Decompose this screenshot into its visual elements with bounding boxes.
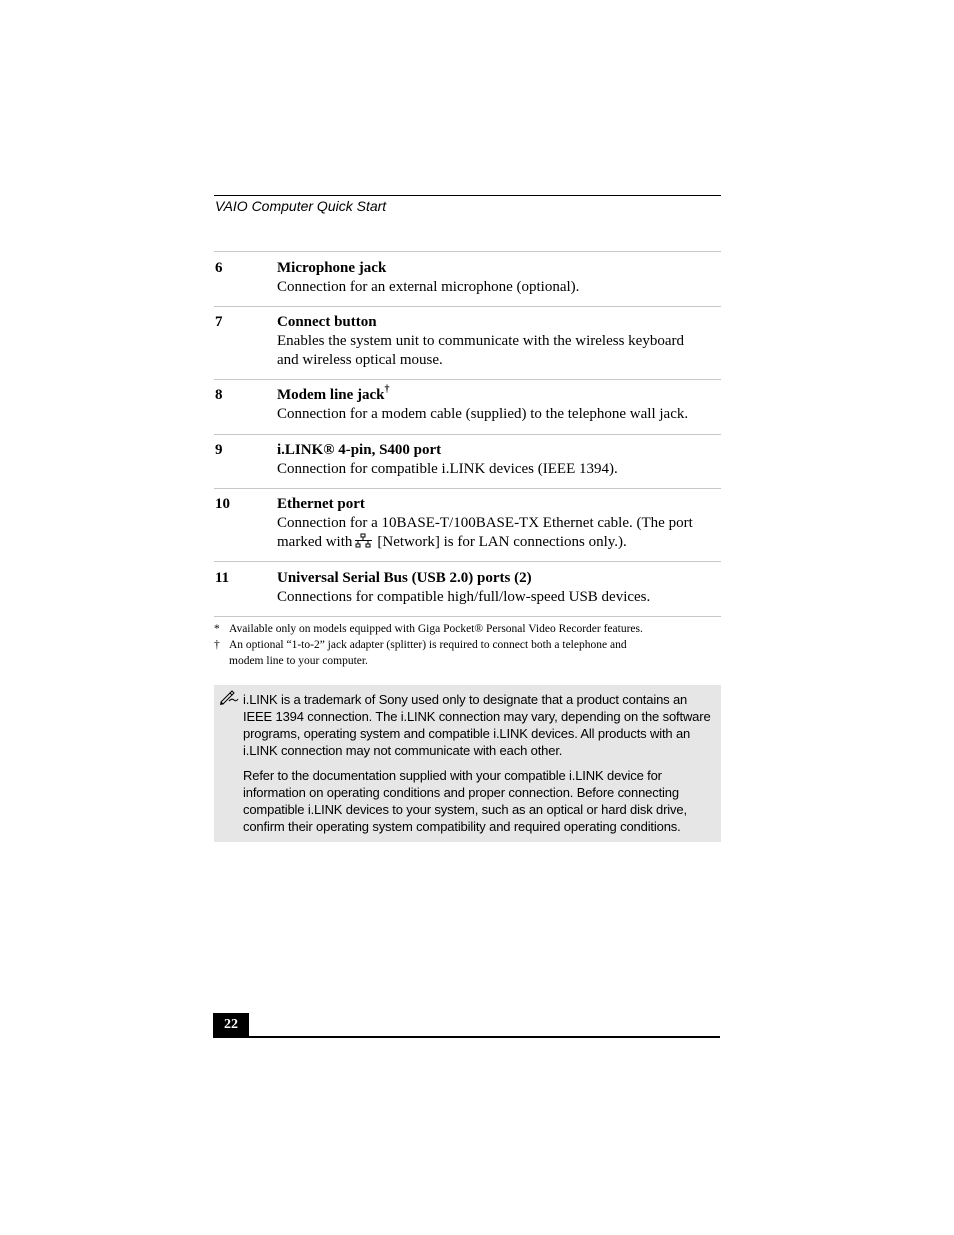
item-title	[277, 386, 715, 405]
item-title: Connect button	[277, 314, 377, 330]
note-line: IEEE 1394 connection. The i.LINK connection may vary, depending on the software	[243, 709, 711, 724]
page-number: 22	[213, 1013, 249, 1037]
note-line: i.LINK is a trademark of Sony used only to designate that a product contains an	[243, 692, 688, 707]
network-icon	[354, 533, 373, 549]
footnote-mark: *	[214, 623, 220, 635]
item-content	[277, 441, 715, 479]
item-title: Universal Serial Bus (USB 2.0) ports (2)	[277, 570, 532, 586]
item-title: Ethernet port	[277, 496, 365, 512]
item-number: 9	[215, 442, 223, 458]
footnotes	[214, 621, 721, 669]
footnote	[214, 637, 721, 669]
footnote-line: modem line to your computer.	[229, 655, 368, 667]
pencil-note-icon	[219, 689, 239, 705]
note-text	[243, 691, 713, 843]
note-line: programs, operating system and compatible i.LINK devices. All products with an	[243, 726, 691, 741]
note-line: confirm their operating system compatibility and required operating conditions.	[243, 819, 681, 834]
item-description-line: Connection for a 10BASE-T/100BASE-TX Ethernet cable. (The port	[277, 515, 693, 531]
item-content	[277, 386, 715, 424]
table-row	[214, 435, 721, 489]
text-after-icon: [Network] is for LAN connections only.).	[377, 534, 627, 550]
table-row	[214, 252, 721, 307]
table-row	[214, 307, 721, 380]
note-paragraph	[243, 691, 713, 759]
footnote-line: Available only on models equipped with Giga Pocket® Personal Video Recorder features.	[229, 623, 643, 635]
item-content	[277, 313, 715, 370]
item-description: Connection for compatible i.LINK devices (IEEE 1394).	[277, 461, 618, 477]
running-header: VAIO Computer Quick Start	[215, 198, 387, 214]
footnote	[214, 621, 721, 637]
note-line: information on operating conditions and proper connection. Before connecting	[243, 785, 679, 800]
port-description-table	[214, 251, 721, 617]
item-number: 6	[215, 260, 223, 276]
note-box	[214, 685, 721, 842]
item-title: i.LINK® 4-pin, S400 port	[277, 442, 442, 458]
note-line: Refer to the documentation supplied with your compatible i.LINK device for	[243, 768, 662, 783]
item-description: Connections for compatible high/full/low-speed USB devices.	[277, 589, 651, 605]
item-description-line	[277, 533, 715, 552]
item-number: 8	[215, 387, 223, 403]
item-number: 7	[215, 314, 223, 330]
dagger-footnote-mark: †	[384, 384, 390, 395]
item-title-text: Modem line jack	[277, 387, 385, 403]
footnote-line: An optional “1-to-2” jack adapter (splitter) is required to connect both a telephone and	[229, 639, 627, 651]
table-row	[214, 562, 721, 617]
footnote-mark: †	[214, 639, 220, 651]
note-line: i.LINK connection may not communicate with each other.	[243, 743, 563, 758]
footer-rule	[213, 1036, 720, 1038]
item-number: 10	[215, 496, 230, 512]
note-paragraph	[243, 767, 713, 835]
table-row	[214, 489, 721, 562]
item-content	[277, 259, 715, 297]
text-before-icon: marked with	[277, 534, 353, 550]
item-number: 11	[215, 570, 230, 586]
note-line: compatible i.LINK devices to your system, such as an optical or hard disk drive,	[243, 802, 687, 817]
item-content	[277, 495, 715, 552]
item-title: Microphone jack	[277, 260, 387, 276]
item-description-line: and wireless optical mouse.	[277, 352, 443, 368]
table-row	[214, 380, 721, 435]
item-description: Connection for an external microphone (optional).	[277, 279, 580, 295]
item-description-line: Enables the system unit to communicate with the wireless keyboard	[277, 333, 684, 349]
item-content	[277, 569, 715, 607]
item-description: Connection for a modem cable (supplied) to the telephone wall jack.	[277, 406, 689, 422]
header-rule	[214, 195, 721, 196]
